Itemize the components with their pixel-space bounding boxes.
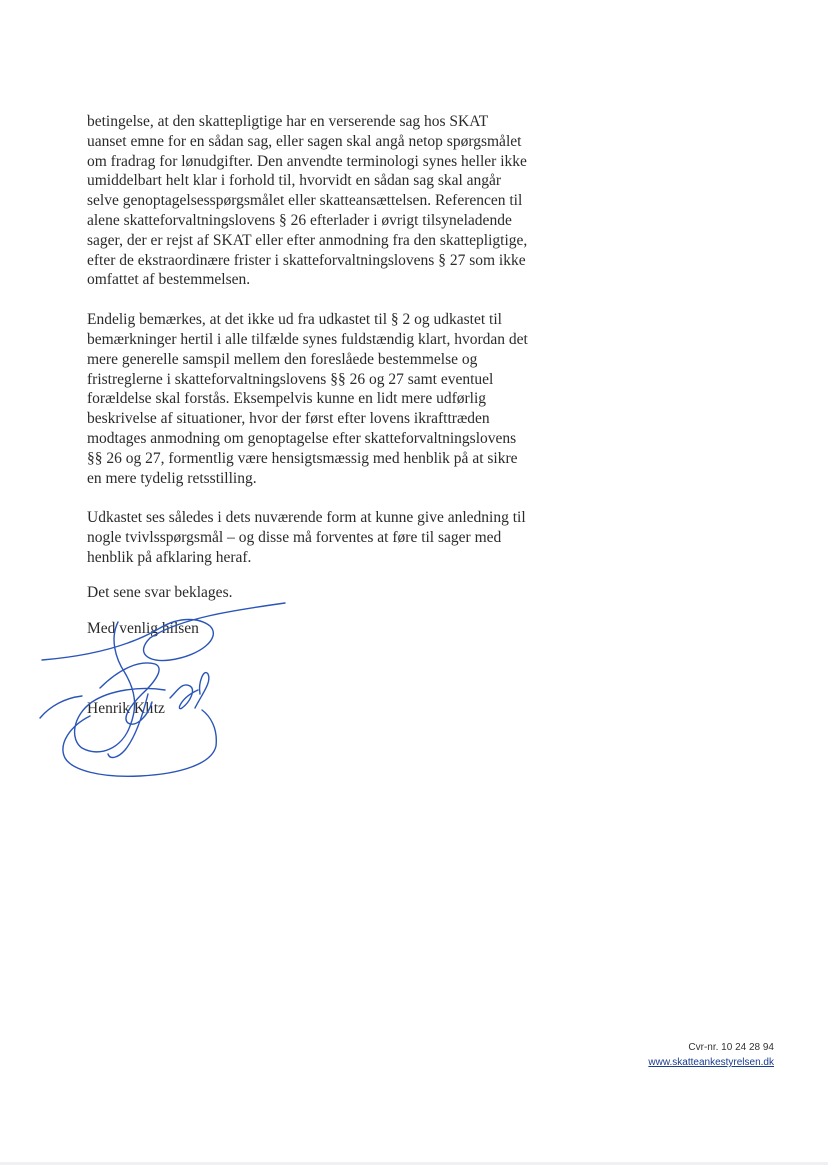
text-line: beskrivelse af situationer, hvor der først efter lovens ikrafttræden	[87, 410, 490, 428]
page-bottom-edge	[0, 1162, 828, 1165]
paragraph-1	[87, 112, 567, 290]
text-line: henblik på afklaring heraf.	[87, 548, 252, 566]
signer-name: Henrik Klitz	[87, 700, 165, 717]
text-line: alene skatteforvaltningslovens § 26 efterlader i øvrigt tilsyneladende	[87, 211, 512, 229]
text-line: uanset emne for en sådan sag, eller sagen skal angå netop spørgsmålet	[87, 132, 522, 150]
text-line: forældelse skal forstås. Eksempelvis kunne en lidt mere udførlig	[87, 390, 487, 408]
cvr-number: Cvr-nr. 10 24 28 94	[688, 1042, 774, 1053]
text-line: efter de ekstraordinære frister i skatteforvaltningslovens § 27 som ikke	[87, 251, 526, 269]
text-line: Udkastet ses således i dets nuværende form at kunne give anledning til	[87, 509, 526, 527]
text-line: en mere tydelig retsstilling.	[87, 469, 257, 487]
text-line: mere generelle samspil mellem den foreslåede bestemmelse og	[87, 350, 478, 368]
text-line: betingelse, at den skattepligtige har en verserende sag hos SKAT	[87, 113, 489, 130]
paragraph-2	[87, 310, 567, 488]
letter-footer	[648, 1040, 774, 1070]
text-line: om fradrag for lønudgifter. Den anvendte terminologi synes heller ikke	[87, 152, 527, 170]
text-line: modtages anmodning om genoptagelse efter skatteforvaltningslovens	[87, 429, 517, 447]
closing-remark: Det sene svar beklages.	[87, 584, 233, 601]
text-line: bemærkninger hertil i alle tilfælde synes fuldstændig klart, hvordan det	[87, 330, 528, 348]
text-line: umiddelbart helt klar i forhold til, hvorvidt en sådan sag skal angår	[87, 172, 502, 190]
text-line: nogle tvivlsspørgsmål – og disse må forventes at føre til sager med	[87, 529, 502, 547]
text-line: fristreglerne i skatteforvaltningslovens §§ 26 og 27 samt eventuel	[87, 370, 494, 388]
text-line: §§ 26 og 27, formentlig være hensigtsmæssig med henblik på at sikre	[87, 449, 518, 467]
text-line: selve genoptagelsesspørgsmålet eller skatteansættelsen. Referencen til	[87, 192, 523, 210]
greeting: Med venlig hilsen	[87, 620, 199, 637]
handwritten-signature	[30, 598, 300, 783]
text-line: omfattet af bestemmelsen.	[87, 271, 251, 289]
website-link[interactable]: www.skatteankestyrelsen.dk	[648, 1057, 774, 1068]
text-line: sager, der er rejst af SKAT eller efter anmodning fra den skattepligtige,	[87, 231, 528, 249]
paragraph-3	[87, 508, 567, 567]
text-line: Endelig bemærkes, at det ikke ud fra udkastet til § 2 og udkastet til	[87, 311, 502, 329]
letter-body	[87, 112, 567, 588]
